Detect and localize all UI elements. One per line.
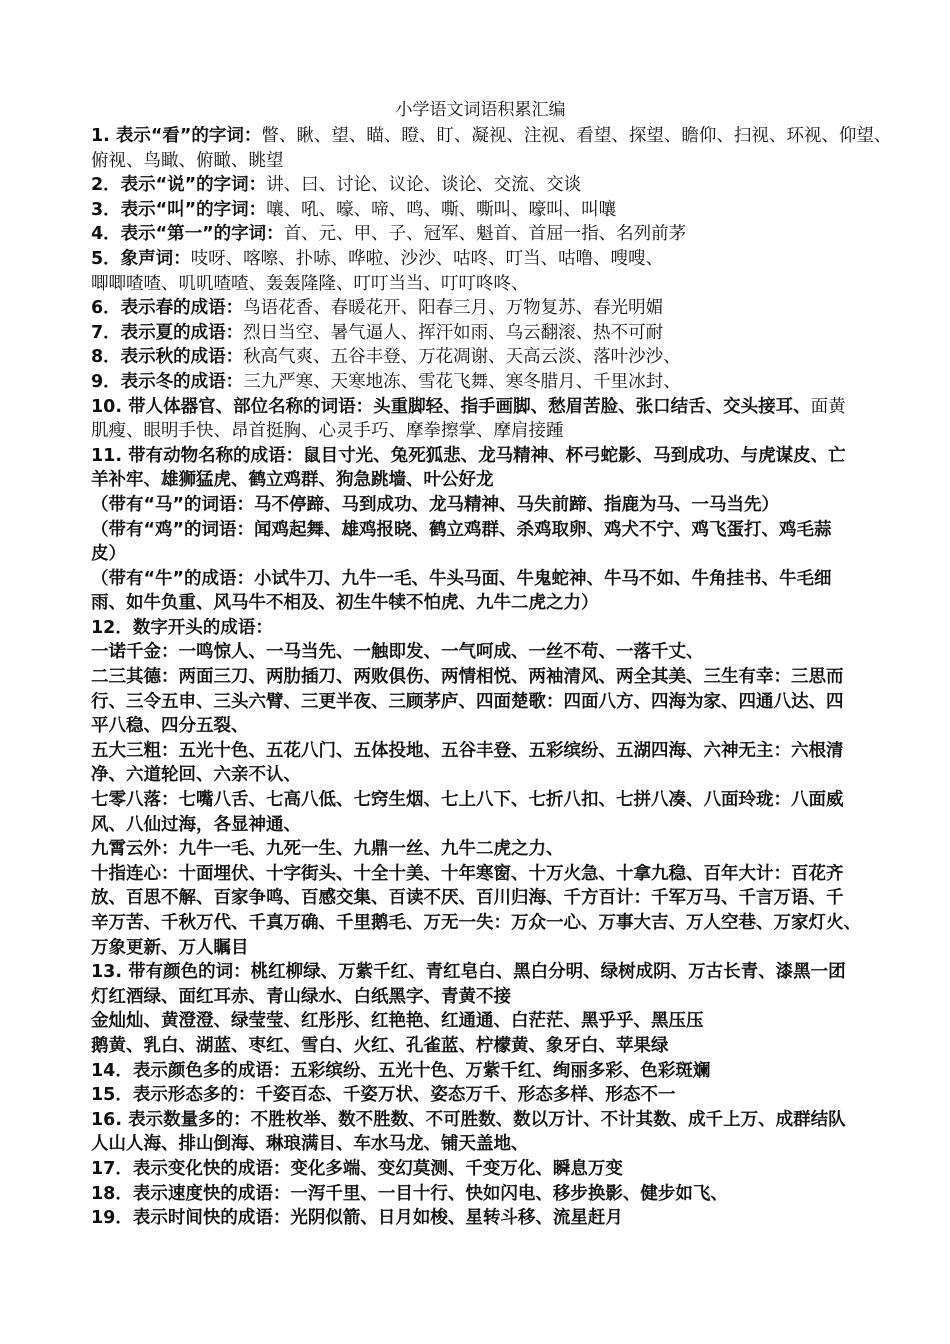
text-line	[91, 960, 870, 985]
text-line	[91, 296, 870, 321]
text-line	[91, 936, 870, 961]
bold-text-segment: 行、三令五申、三头六臂、三更半夜、三顾茅庐、四面楚歌：四面八方、四海为家、四通八达、四	[91, 691, 844, 712]
text-line	[91, 1083, 870, 1108]
text-line	[91, 124, 892, 149]
bold-text-segment: 二三其德：两面三刀、两肋插刀、两败俱伤、两情相悦、两袖清风、两全其美、三生有幸：三思而	[91, 667, 844, 688]
bold-text-segment: 净、六道轮回、六亲不认、	[91, 765, 301, 786]
bold-text-segment: 五大三粗：五光十色、五花八门、五体投地、五谷丰登、五彩缤纷、五湖四海、六神无主：六根清	[91, 740, 844, 761]
text-line	[91, 1132, 870, 1157]
bold-text-segment: 万象更新、万人瞩目	[91, 937, 249, 958]
text-line	[91, 1206, 870, 1231]
text-segment: 瞥、瞅、望、瞄、瞪、盯、凝视、注视、看望、探望、瞻仰、扫视、环视、仰望、	[261, 126, 892, 146]
bold-text-segment: 4．表示“第一”的字词：	[91, 224, 284, 245]
text-segment: 唧唧喳喳、叽叽喳喳、轰轰隆隆、叮叮当当、叮叮咚咚、	[91, 273, 529, 294]
bold-text-segment: 一诺千金：一鸣惊人、一马当先、一触即发、一气呵成、一丝不苟、一落千丈、	[91, 642, 704, 663]
text-segment: 鸟语花香、春暖花开、阳春三月、万物复苏、春光明媚	[243, 298, 664, 319]
text-line	[91, 1059, 870, 1084]
bold-text-segment: 鹅黄、乳白、湖蓝、枣红、雪白、火红、孔雀蓝、柠檬黄、象牙白、苹果绿	[91, 1035, 669, 1056]
bold-text-segment: 雨、如牛负重、风马牛不相及、初生牛犊不怕虎、九牛二虎之力）	[91, 593, 599, 614]
text-line	[91, 1009, 870, 1034]
bold-text-segment: 3．表示“叫”的字词：	[91, 199, 267, 220]
text-line	[91, 395, 870, 420]
text-segment: 三九严寒、天寒地冻、雪花飞舞、寒冬腊月、千里冰封、	[243, 371, 681, 392]
bold-text-segment: 七零八落：七嘴八舌、七高八低、七窍生烟、七上八下、七折八扣、七拼八凑、八面玲珑：八面威	[91, 790, 844, 811]
bold-text-segment: 十指连心：十面埋伏、十字街头、十全十美、十年寒窗、十万火急、十拿九稳、百年大计：百花齐	[91, 863, 844, 884]
bold-text-segment: （带有“马”的词语：马不停蹄、马到成功、龙马精神、马失前蹄、指鹿为马、一马当先）	[91, 494, 780, 515]
text-line	[91, 542, 870, 567]
text-line	[91, 419, 870, 444]
bold-text-segment: 13. 带有颜色的词：桃红柳绿、万紫千红、青红皂白、黑白分明、绿树成阴、万古长青、漆黑一团	[91, 962, 846, 983]
text-line	[91, 788, 870, 813]
text-segment: 吱呀、喀嚓、扑哧、哗啦、沙沙、咕咚、叮当、咕噜、嗖嗖、	[190, 248, 664, 269]
bold-text-segment: 5．象声词：	[91, 248, 191, 269]
text-line	[91, 714, 870, 739]
bold-text-segment: 风、八仙过海，各显神通、	[91, 814, 301, 835]
text-line	[91, 321, 870, 346]
text-segment: 肌瘦、眼明手快、昂首挺胸、心灵手巧、摩拳擦掌、摩肩接踵	[91, 421, 564, 442]
bold-text-segment: 17．表示变化快的成语：变化多端、变幻莫测、千变万化、瞬息万变	[91, 1158, 623, 1179]
text-segment: 嚷、吼、嚎、啼、鸣、嘶、嘶叫、嚎叫、叫嚷	[266, 199, 617, 220]
text-segment: 烈日当空、暑气逼人、挥汗如雨、乌云翻滚、热不可耐	[243, 322, 664, 343]
text-line	[91, 1182, 870, 1207]
text-line	[91, 444, 870, 469]
bold-text-segment: 灯红酒绿、面红耳赤、青山绿水、白纸黑字、青黄不接	[91, 986, 511, 1007]
document-body	[91, 124, 892, 1231]
text-line	[91, 690, 870, 715]
bold-text-segment: 8．表示秋的成语：	[91, 347, 244, 368]
bold-text-segment: 18．表示速度快的成语：一泻千里、一目十行、快如闪电、移步换影、健步如飞、	[91, 1183, 728, 1204]
text-line	[91, 345, 870, 370]
text-line	[91, 518, 870, 543]
text-line	[91, 985, 870, 1010]
text-line	[91, 272, 870, 297]
text-line	[91, 173, 870, 198]
text-line	[91, 493, 870, 518]
bold-text-segment: 金灿灿、黄澄澄、绿莹莹、红彤彤、红艳艳、红通通、白茫茫、黑乎乎、黑压压	[91, 1011, 704, 1032]
text-line	[91, 665, 870, 690]
text-line	[91, 640, 870, 665]
text-segment: 首、元、甲、子、冠军、魁首、首屈一指、名列前茅	[283, 224, 687, 245]
text-line	[91, 1157, 870, 1182]
text-line	[91, 739, 870, 764]
bold-text-segment: 平八稳、四分五裂、	[91, 716, 249, 737]
bold-text-segment: 2．表示“说”的字词：	[91, 175, 267, 196]
bold-text-segment: 12．数字开头的成语：	[91, 617, 273, 638]
bold-text-segment: 7．表示夏的成语：	[91, 322, 244, 343]
bold-text-segment: 皮）	[91, 544, 126, 565]
text-line	[91, 837, 870, 862]
text-line	[91, 616, 870, 641]
bold-text-segment: （带有“鸡”的词语：闻鸡起舞、雄鸡报晓、鹤立鸡群、杀鸡取卵、鸡犬不宁、鸡飞蛋打、鸡毛蒜	[91, 519, 832, 540]
bold-text-segment: 人山人海、排山倒海、琳琅满目、车水马龙、铺天盖地、	[91, 1134, 529, 1155]
bold-text-segment: 辛万苦、千秋万代、千真万确、千里鹅毛、万无一失：万众一心、万事大吉、万人空巷、万家灯火、	[91, 913, 861, 933]
text-segment: 俯视、鸟瞰、俯瞰、眺望	[91, 150, 284, 171]
text-line	[91, 862, 870, 887]
text-line	[91, 813, 870, 838]
bold-text-segment: 羊补牢、雄狮猛虎、鹤立鸡群、狗急跳墙、叶公好龙	[91, 470, 494, 491]
text-line	[91, 911, 870, 936]
bold-text-segment: 14．表示颜色多的成语：五彩缤纷、五光十色、万紫千红、绚丽多彩、色彩斑斓	[91, 1060, 711, 1081]
text-line	[91, 222, 870, 247]
page-title: 小学语文词语积累汇编	[395, 100, 566, 120]
bold-text-segment: 16. 表示数量多的：不胜枚举、数不胜数、不可胜数、数以万计、不计其数、成千上万、成群结队	[91, 1109, 846, 1130]
text-line	[91, 886, 870, 911]
bold-text-segment: 10. 带人体器官、部位名称的词语：头重脚轻、指手画脚、愁眉苦脸、张口结舌、交头接耳、	[91, 396, 811, 417]
text-line	[91, 198, 870, 223]
text-line	[91, 1108, 870, 1133]
text-line	[91, 370, 870, 395]
text-line	[91, 468, 870, 493]
bold-text-segment: 九霄云外：九牛一毛、九死一生、九鼎一丝、九牛二虎之力、	[91, 839, 564, 860]
bold-text-segment: 15．表示形态多的：千姿百态、千姿万状、姿态万千、形态多样、形态不一	[91, 1085, 676, 1106]
bold-text-segment: 19．表示时间快的成语：光阴似箭、日月如梭、星转斗移、流星赶月	[91, 1208, 623, 1229]
text-line	[91, 567, 870, 592]
text-line	[91, 149, 870, 174]
text-line	[91, 1034, 870, 1059]
bold-text-segment: 9．表示冬的成语：	[91, 371, 244, 392]
text-line	[91, 247, 870, 272]
bold-text-segment: 6．表示春的成语：	[91, 298, 244, 319]
bold-text-segment: 1. 表示“看”的字词：	[91, 126, 262, 146]
text-line	[91, 591, 870, 616]
text-segment: 面黄	[810, 396, 846, 417]
bold-text-segment: 放、百思不解、百家争鸣、百感交集、百读不厌、百川归海、千方百计：千军万马、千言万语、千	[91, 888, 844, 909]
bold-text-segment: （带有“牛”的成语：小试牛刀、九牛一毛、牛头马面、牛鬼蛇神、牛马不如、牛角挂书、牛毛细	[91, 568, 832, 589]
text-segment: 秋高气爽、五谷丰登、万花凋谢、天高云淡、落叶沙沙、	[243, 347, 681, 368]
text-line	[91, 763, 870, 788]
text-segment: 讲、曰、讨论、议论、谈论、交流、交谈	[266, 175, 582, 196]
bold-text-segment: 11. 带有动物名称的成语：鼠目寸光、兔死狐悲、龙马精神、杯弓蛇影、马到成功、与虎谋皮、亡	[91, 445, 846, 466]
